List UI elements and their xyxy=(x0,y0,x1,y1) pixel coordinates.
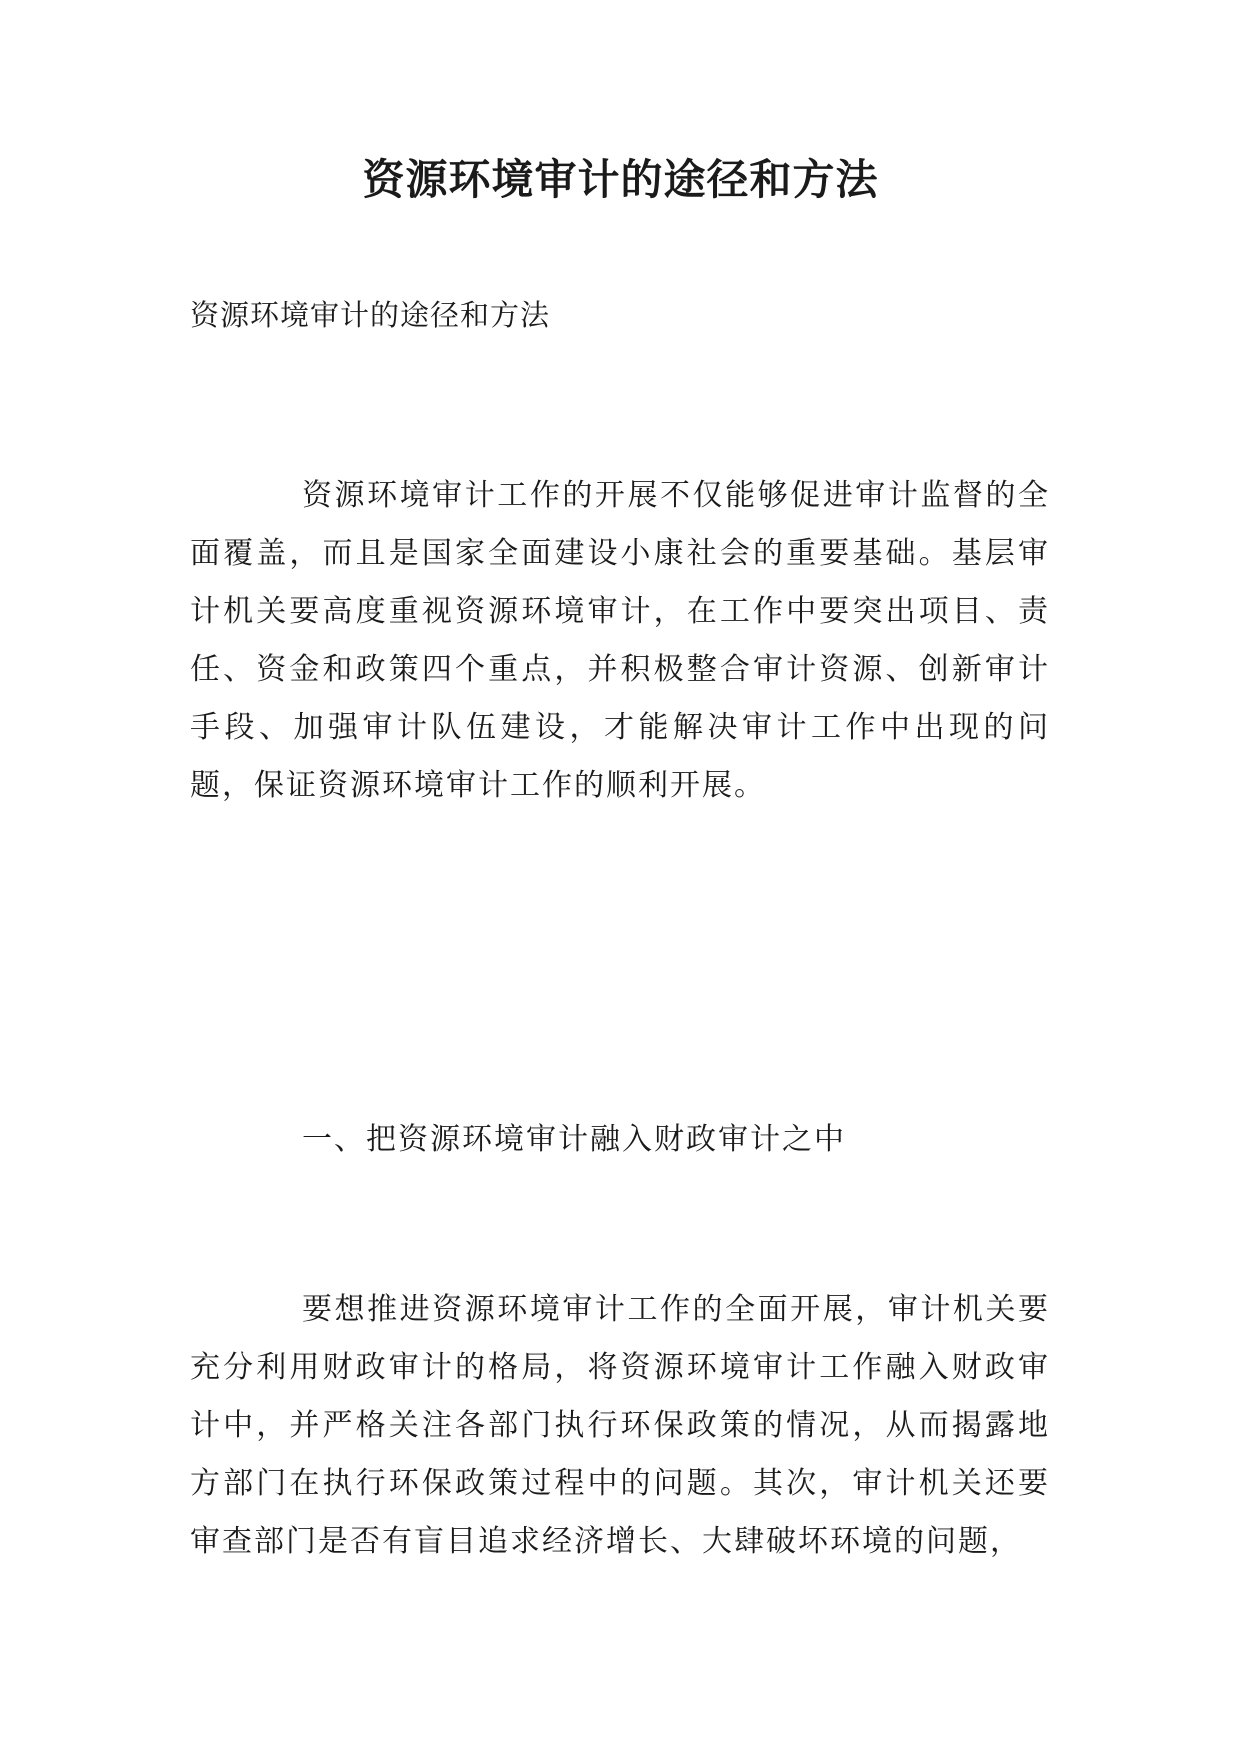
document-title: 资源环境审计的途径和方法 xyxy=(362,155,879,204)
document-subtitle: 资源环境审计的途径和方法 xyxy=(190,298,551,332)
paragraph-intro: 资源环境审计工作的开展不仅能够促进审计监督的全面覆盖，而且是国家全面建设小康社会的重要基础。基层审计机关要高度重视资源环境审计，在工作中要突出项目、责任、资金和政策四个重点，并积极整合审计资源、创新审计手段、加强审计队伍建设，才能解决审计工作中出现的问题，保证资源环境审计工作的顺利开展。 xyxy=(190,478,1050,803)
paragraph-section-1: 要想推进资源环境审计工作的全面开展，审计机关要充分利用财政审计的格局，将资源环境审计工作融入财政审计中，并严格关注各部门执行环保政策的情况，从而揭露地方部门在执行环保政策过程中的问题。其次，审计机关还要审查部门是否有盲目追求经济增长、大肆破坏环境的问题， xyxy=(190,1292,1050,1559)
section-heading: 一、把资源环境审计融入财政审计之中 xyxy=(302,1122,846,1157)
